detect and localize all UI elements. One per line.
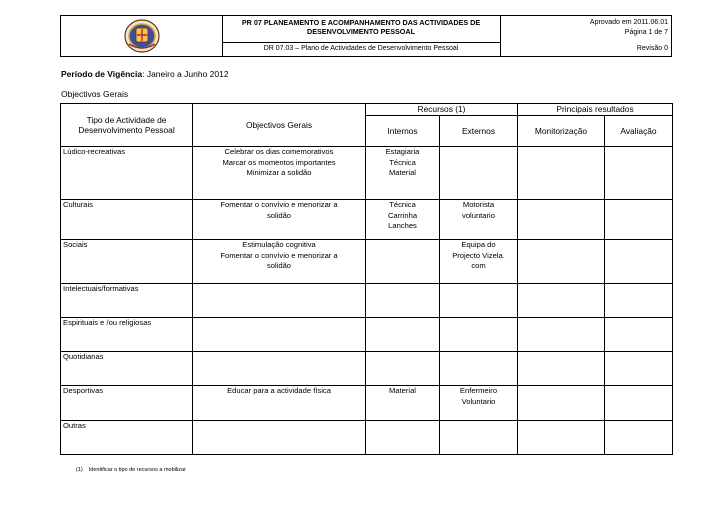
header-objectivos-gerais: Objectivos Gerais	[193, 104, 366, 147]
table-row	[61, 284, 673, 318]
validity-period-label: Período de Vigência	[61, 69, 143, 79]
externos-cell	[440, 147, 518, 200]
approval-cell	[500, 16, 671, 56]
avaliacao-cell	[605, 240, 673, 284]
header-recursos: Recursos (1)	[366, 104, 518, 116]
objectivos-cell: Estimulação cognitiva Fomentar o convívio e menorizar a solidão	[193, 240, 366, 284]
externos-cell: Enfermeiro Voluntario	[440, 386, 518, 421]
institution-logo-icon	[124, 18, 160, 54]
monitorizacao-cell	[518, 200, 605, 240]
avaliacao-cell	[605, 352, 673, 386]
revision-number: Revisão 0	[636, 45, 668, 52]
document-header	[60, 15, 672, 57]
tipo-cell: Quotidianas	[61, 352, 193, 386]
internos-cell	[366, 352, 440, 386]
logo-cell	[61, 16, 223, 56]
objectivos-cell: Fomentar o convívio e menorizar a solidão	[193, 200, 366, 240]
header-monitorizacao: Monitorização	[518, 116, 605, 147]
table-row	[61, 318, 673, 352]
table-row	[61, 421, 673, 455]
externos-cell: Equipa do Projecto Vizela. com	[440, 240, 518, 284]
section-title: Objectivos Gerais	[61, 89, 129, 99]
internos-cell: Material	[366, 386, 440, 421]
internos-cell	[366, 421, 440, 455]
avaliacao-cell	[605, 386, 673, 421]
externos-cell: Motorista voluntario	[440, 200, 518, 240]
objectivos-cell	[193, 284, 366, 318]
footnote-text: Identificar o tipo de recursos a mobilizar	[88, 467, 186, 473]
page-number: Página 1 de 7	[624, 29, 668, 36]
table-row	[61, 200, 673, 240]
footnote	[76, 467, 192, 473]
title-cell	[222, 16, 501, 56]
approval-date: Aprovado em 2011.06.01	[589, 19, 668, 26]
externos-cell	[440, 318, 518, 352]
table-row	[61, 386, 673, 421]
tipo-cell: Culturais	[61, 200, 193, 240]
activities-table	[60, 103, 673, 455]
externos-cell	[440, 284, 518, 318]
header-externos: Externos	[440, 116, 518, 147]
tipo-cell: Sociais	[61, 240, 193, 284]
footnote-number: (1)	[76, 467, 83, 473]
avaliacao-cell	[605, 421, 673, 455]
monitorizacao-cell	[518, 421, 605, 455]
tipo-cell: Lúdico-recreativas	[61, 147, 193, 200]
header-principais-resultados: Principais resultados	[518, 104, 673, 116]
internos-cell: Estagiaria Técnica Material	[366, 147, 440, 200]
validity-period	[61, 69, 229, 79]
procedure-title: PR 07 PLANEAMENTO E ACOMPANHAMENTO DAS ACTIVIDADES DE DESENVOLVIMENTO PESSOAL	[241, 18, 481, 36]
table-row	[61, 147, 673, 200]
tipo-cell: Desportivas	[61, 386, 193, 421]
avaliacao-cell	[605, 284, 673, 318]
objectivos-cell: Educar para a actividade física	[193, 386, 366, 421]
monitorizacao-cell	[518, 318, 605, 352]
monitorizacao-cell	[518, 352, 605, 386]
externos-cell	[440, 352, 518, 386]
monitorizacao-cell	[518, 240, 605, 284]
avaliacao-cell	[605, 318, 673, 352]
table-row	[61, 240, 673, 284]
objectivos-cell: Celebrar os dias comemorativos Marcar os momentos importantes Minimizar a solidão	[193, 147, 366, 200]
monitorizacao-cell	[518, 386, 605, 421]
internos-cell: Técnica Carrinha Lanches	[366, 200, 440, 240]
avaliacao-cell	[605, 200, 673, 240]
internos-cell	[366, 240, 440, 284]
tipo-cell: Espirituais e /ou religiosas	[61, 318, 193, 352]
table-row	[61, 352, 673, 386]
avaliacao-cell	[605, 147, 673, 200]
monitorizacao-cell	[518, 284, 605, 318]
header-avaliacao: Avaliação	[605, 116, 673, 147]
objectivos-cell	[193, 352, 366, 386]
validity-period-value: : Janeiro a Junho 2012	[142, 69, 229, 79]
header-internos: Internos	[366, 116, 440, 147]
objectivos-cell	[193, 318, 366, 352]
internos-cell	[366, 318, 440, 352]
objectivos-cell	[193, 421, 366, 455]
internos-cell	[366, 284, 440, 318]
document-code: DR 07.03 – Plano de Actividades de Desenvolvimento Pessoal	[263, 45, 459, 52]
tipo-cell: Intelectuais/formativas	[61, 284, 193, 318]
tipo-cell: Outras	[61, 421, 193, 455]
monitorizacao-cell	[518, 147, 605, 200]
externos-cell	[440, 421, 518, 455]
header-tipo-actividade: Tipo de Actividade de Desenvolvimento Pessoal	[61, 104, 193, 147]
